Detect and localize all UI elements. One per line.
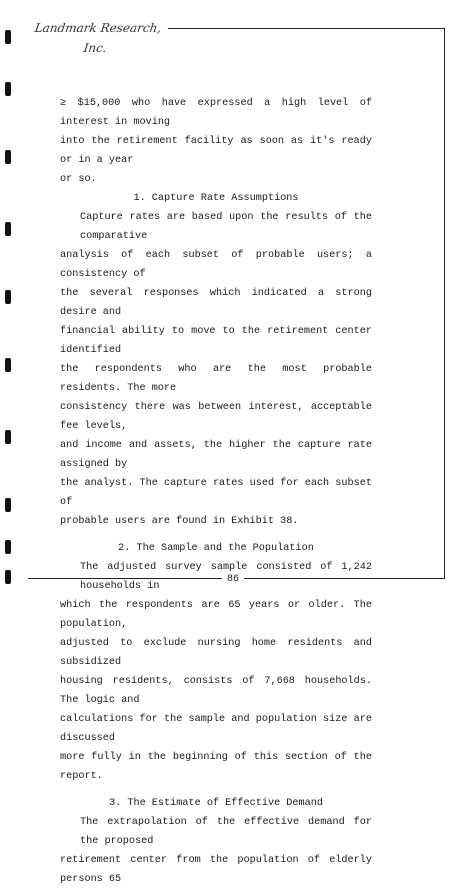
text-line: the analyst. The capture rates used for each subset of <box>60 478 372 508</box>
binder-mark <box>5 430 11 444</box>
section-heading: 3. The Estimate of Effective Demand <box>109 798 323 809</box>
binder-mark <box>5 30 11 44</box>
paragraph-effective-demand <box>60 813 372 889</box>
text-line: Capture rates are based upon the results of the comparative <box>80 212 372 242</box>
paragraph-sample-population <box>60 558 372 786</box>
section-heading: 1. Capture Rate Assumptions <box>133 193 299 204</box>
text-line: ≥ $15,000 who have expressed a high level of interest in moving <box>60 98 372 128</box>
text-line: analysis of each subset of probable users; a consistency of <box>60 250 372 280</box>
text-line: and income and assets, the higher the capture rate assigned by <box>60 440 372 470</box>
binder-mark <box>5 222 11 236</box>
binder-mark <box>5 358 11 372</box>
section-heading: 2. The Sample and the Population <box>118 543 314 554</box>
text-line: which the respondents are 65 years or older. The population, <box>60 600 372 630</box>
text-line: calculations for the sample and population size are discussed <box>60 714 372 744</box>
text-line: the several responses which indicated a strong desire and <box>60 288 372 318</box>
page-frame-right <box>444 28 445 579</box>
text-line: or so. <box>60 174 97 185</box>
text-line: retirement center from the population of elderly persons 65 <box>60 855 372 885</box>
binder-mark <box>5 540 11 554</box>
text-line: adjusted to exclude nursing home residents and subsidized <box>60 638 372 668</box>
text-line: The extrapolation of the effective demand for the proposed <box>80 817 372 847</box>
binder-mark <box>5 498 11 512</box>
company-logo: Landmark Research, Inc. <box>27 18 170 38</box>
document-body <box>60 94 372 889</box>
paragraph-capture-rates <box>60 208 372 531</box>
text-line: The adjusted survey sample consisted of 1,242 households in <box>80 562 372 592</box>
text-line: more fully in the beginning of this section of the report. <box>60 752 372 782</box>
page-number: 86 <box>222 573 244 587</box>
binder-mark <box>5 570 11 584</box>
text-line: housing residents, consists of 7,668 households. The logic and <box>60 676 372 706</box>
text-line: into the retirement facility as soon as it's ready or in a year <box>60 136 372 166</box>
text-line: financial ability to move to the retirement center identified <box>60 326 372 356</box>
binder-mark <box>5 290 11 304</box>
text-line: the respondents who are the most probable residents. The more <box>60 364 372 394</box>
binder-mark <box>5 82 11 96</box>
text-line: consistency there was between interest, acceptable fee levels, <box>60 402 372 432</box>
paragraph-intro <box>60 94 372 189</box>
text-line: probable users are found in Exhibit 38. <box>60 516 299 527</box>
binder-mark <box>5 150 11 164</box>
